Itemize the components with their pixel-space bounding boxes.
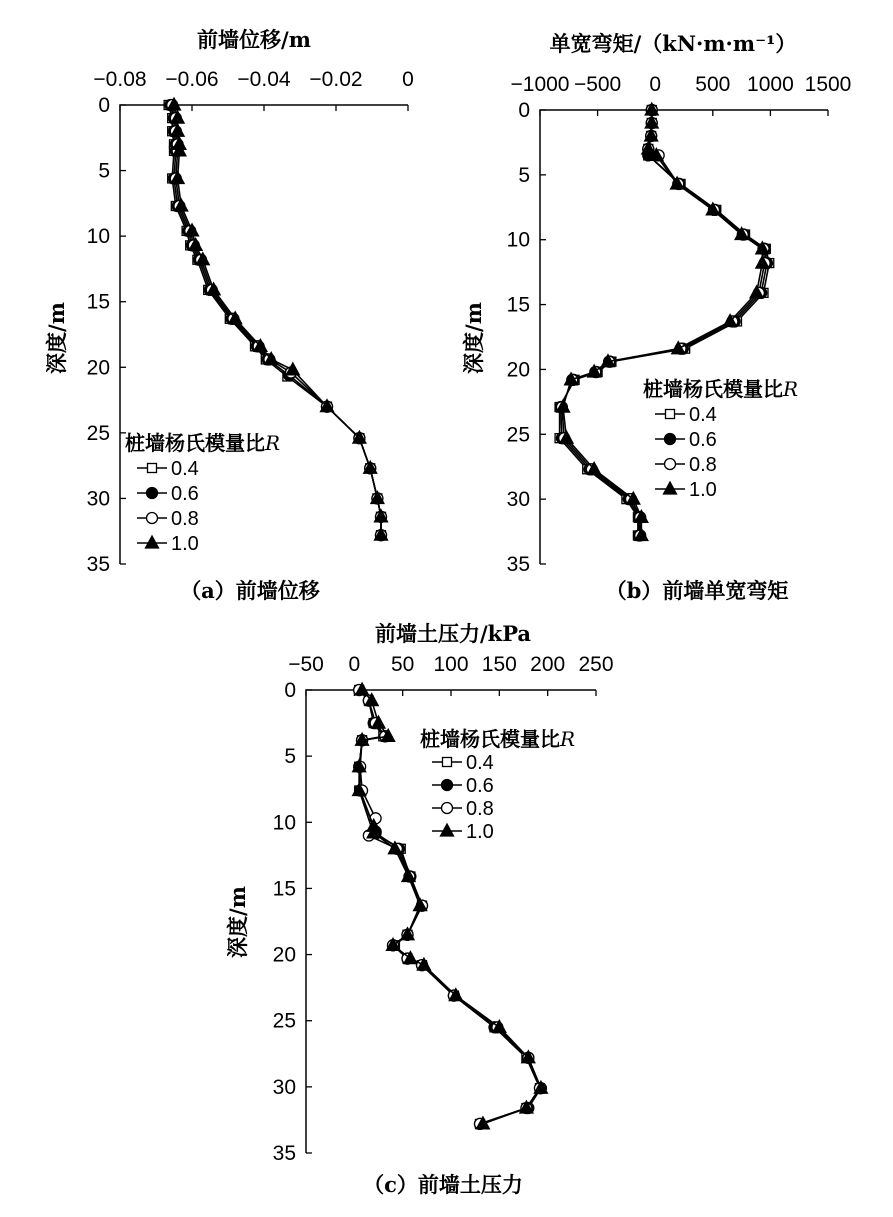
panel-c-series-line <box>359 690 541 1124</box>
panel-b-xtick-label: −500 <box>573 73 622 96</box>
panel-b-ytick-label: 0 <box>518 99 530 122</box>
panel-a-xtick-label: −0.02 <box>309 68 363 91</box>
panel-b-axes <box>540 110 828 564</box>
panel-a-ylabel: 深度/m <box>44 302 69 374</box>
panel-c-legend-marker <box>441 824 454 836</box>
panel-c-legend-label: 0.4 <box>466 752 494 774</box>
panel-c-ytick-label: 20 <box>272 943 296 967</box>
panel-a-displacement <box>44 27 414 603</box>
panel-c-xtick-label: 150 <box>481 653 517 676</box>
panel-b-legend-marker <box>664 482 677 494</box>
panel-b-ytick-label: 10 <box>506 228 530 252</box>
panel-c-legend-item <box>432 798 494 820</box>
panel-c-ytick-label: 35 <box>272 1142 296 1165</box>
panel-a-axes <box>120 105 408 564</box>
panel-b-legend-label: 1.0 <box>689 479 717 501</box>
panel-b-legend-marker <box>665 434 676 445</box>
panel-b-xlabel: 单宽弯矩/（kN·m·m⁻¹） <box>549 31 797 56</box>
panel-c-xtick-label: 200 <box>530 653 566 676</box>
panel-c-legend-label: 1.0 <box>466 821 494 843</box>
panel-a-xlabel: 前墙位移/m <box>197 27 311 52</box>
panel-a-legend-item <box>137 533 199 555</box>
panel-b-caption: （b）前墙单宽弯矩 <box>605 578 789 603</box>
panel-a-legend-item <box>137 458 199 480</box>
panel-a-ytick-label: 10 <box>86 225 110 249</box>
panel-a-series-3 <box>168 98 388 540</box>
panel-a-legend-marker <box>147 488 158 499</box>
panel-c-ytick-label: 5 <box>284 745 296 769</box>
panel-b-legend <box>643 377 798 501</box>
panel-b-moment <box>461 31 851 603</box>
panel-b-legend-item <box>655 454 717 476</box>
panel-b-xtick-label: 1000 <box>747 73 794 96</box>
panel-c-series-0 <box>355 686 545 1129</box>
panel-a-ytick-label: 15 <box>86 290 110 314</box>
panel-c-series-1 <box>354 685 547 1130</box>
panel-b-legend-title-var: R <box>783 377 799 401</box>
panel-c-ytick-label: 10 <box>272 811 296 835</box>
panel-b-ytick-label: 5 <box>518 163 530 187</box>
panel-b-ytick-label: 20 <box>506 358 530 382</box>
panel-b-ytick-label: 25 <box>506 423 530 447</box>
panel-c-legend-title: 桩墙杨氏模量比R <box>420 727 576 751</box>
panel-c-legend-label: 0.8 <box>466 798 494 820</box>
panel-c-ytick-label: 30 <box>272 1075 296 1099</box>
panel-c-ylabel: 深度/m <box>225 886 250 958</box>
panel-a-ytick-label: 5 <box>98 159 110 183</box>
panel-c-legend-title-var: R <box>560 727 576 751</box>
panel-b-xtick-label: −1000 <box>510 73 570 96</box>
panel-b-legend-label: 0.6 <box>689 429 717 451</box>
panel-a-legend <box>125 431 280 555</box>
panel-a-ytick-label: 35 <box>86 553 110 576</box>
panel-c-legend-item <box>432 821 494 843</box>
panel-a-legend-title-var: R <box>265 431 281 455</box>
panel-b-legend-marker <box>665 459 676 470</box>
panel-a-legend-item <box>137 508 199 530</box>
panel-c-series-line <box>359 690 541 1124</box>
panel-c-legend-marker <box>443 758 452 767</box>
panel-b-series-1 <box>555 105 772 541</box>
panel-a-legend-label: 0.8 <box>171 508 199 530</box>
panel-b-ytick-label: 30 <box>506 488 530 512</box>
panel-c-series-line <box>359 690 540 1124</box>
panel-b-legend-title: 桩墙杨氏模量比R <box>643 377 799 401</box>
panel-c-caption: （c）前墙土压力 <box>363 1172 523 1197</box>
panel-c-xtick-label: 100 <box>433 653 469 676</box>
panel-b-legend-marker <box>666 410 675 419</box>
panel-c-legend-item <box>432 752 494 774</box>
panel-a-series-line <box>170 105 381 535</box>
panel-a-ytick-label: 20 <box>86 356 110 380</box>
panel-c-xtick-label: 50 <box>390 653 415 676</box>
panel-a-legend-label: 0.6 <box>171 483 199 505</box>
panel-a-ytick-label: 25 <box>86 421 110 445</box>
panel-c-legend-marker <box>442 780 453 791</box>
panel-b-ytick-label: 15 <box>506 293 530 317</box>
panel-a-legend-label: 0.4 <box>171 458 199 480</box>
panel-a-series-2 <box>167 100 387 541</box>
panel-c-legend-item <box>432 775 494 797</box>
panel-b-xtick-label: 0 <box>649 73 662 96</box>
panel-b-xtick-label: 500 <box>695 73 731 96</box>
panel-c-legend-label: 0.6 <box>466 775 494 797</box>
panel-a-xtick-label: −0.06 <box>165 68 219 91</box>
panel-a-xtick-label: 0 <box>402 68 414 91</box>
panel-c-xtick-label: 250 <box>578 653 614 676</box>
panel-a-ytick-label: 30 <box>86 487 110 511</box>
panel-b-legend-label: 0.4 <box>689 404 717 426</box>
panel-b-legend-items <box>655 404 717 501</box>
panel-a-legend-label: 1.0 <box>171 533 199 555</box>
panel-b-series <box>555 103 774 541</box>
panel-b-ylabel: 深度/m <box>461 302 486 374</box>
panel-c-earth-pressure <box>225 621 614 1197</box>
panel-a-ytick-label: 0 <box>98 94 110 117</box>
panel-c-legend-items <box>432 752 494 843</box>
panel-a-legend-title: 桩墙杨氏模量比R <box>125 431 281 455</box>
panel-a-legend-marker <box>148 464 157 473</box>
panel-c-xtick-label: −50 <box>288 653 324 676</box>
panel-b-xtick-label: 1500 <box>804 73 852 96</box>
panel-a-legend-items <box>137 458 199 555</box>
panel-a-series-line <box>174 105 381 535</box>
panel-a-series-line <box>172 105 381 535</box>
panel-c-ytick-label: 0 <box>284 679 296 702</box>
panel-c-ytick-label: 25 <box>272 1009 296 1033</box>
panel-c-legend <box>420 727 575 843</box>
panel-b-legend-label: 0.8 <box>689 454 717 476</box>
panel-a-caption: （a）前墙位移 <box>180 578 320 603</box>
panel-a-series-line <box>169 105 381 535</box>
panel-a-legend-marker <box>147 513 158 524</box>
panel-c-xlabel: 前墙土压力/kPa <box>374 621 532 646</box>
panel-c-series-2 <box>354 685 546 1130</box>
panel-a-legend-item <box>137 483 199 505</box>
panel-b-ytick-label: 35 <box>506 553 530 576</box>
panel-a-legend-marker <box>146 536 159 548</box>
panel-c-ytick-label: 15 <box>272 877 296 901</box>
panel-b-legend-item <box>655 429 717 451</box>
panel-a-xtick-label: −0.08 <box>93 68 147 91</box>
panel-b-legend-item <box>655 404 717 426</box>
panel-b-legend-item <box>655 479 717 501</box>
panel-c-legend-marker <box>442 803 453 814</box>
panel-c-xtick-label: 0 <box>348 653 361 676</box>
panel-a-xtick-label: −0.04 <box>237 68 291 91</box>
panel-c-series-line <box>359 690 540 1124</box>
